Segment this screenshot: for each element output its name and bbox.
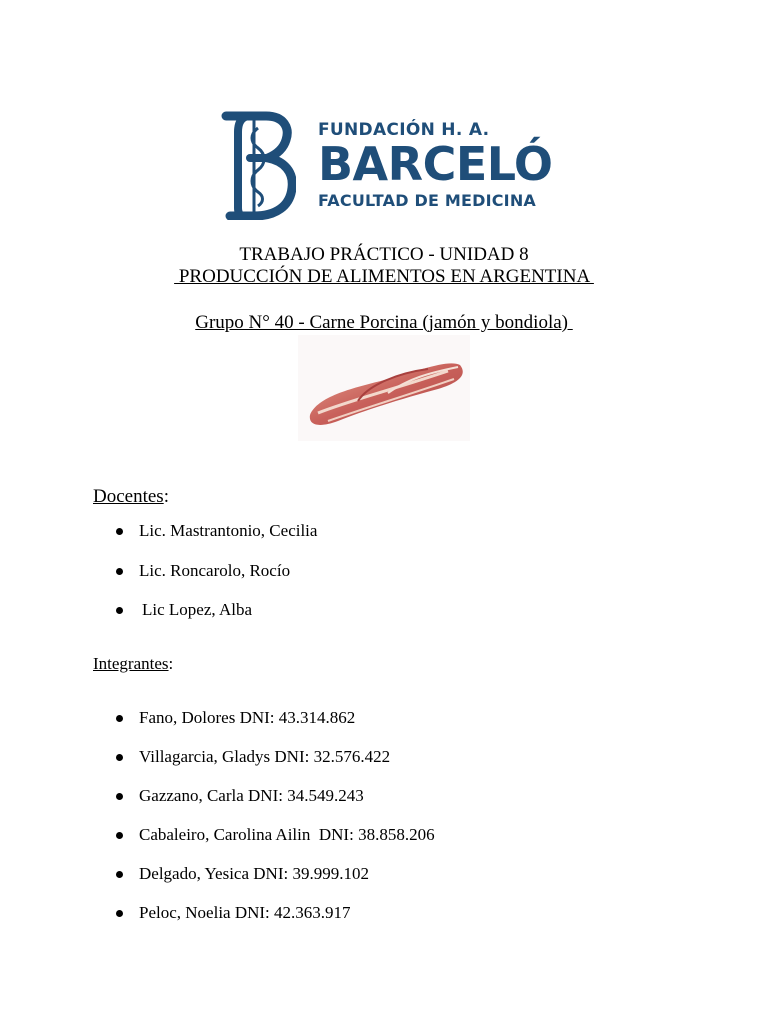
integrantes-label: Integrantes <box>93 654 169 673</box>
bullet-icon <box>116 568 123 575</box>
docente-item: Lic Lopez, Alba <box>142 600 252 619</box>
bullet-icon <box>116 793 123 800</box>
institution-logo <box>220 108 560 223</box>
title-line-2: PRODUCCIÓN DE ALIMENTOS EN ARGENTINA <box>174 266 594 287</box>
docentes-colon: : <box>163 486 169 507</box>
bullet-icon <box>116 910 123 917</box>
integrante-item: Gazzano, Carla DNI: 34.549.243 <box>139 786 364 805</box>
fb-monogram-icon <box>220 108 296 220</box>
docente-item: Lic. Roncarolo, Rocío <box>139 561 291 580</box>
bullet-icon <box>116 871 123 878</box>
integrante-item: Delgado, Yesica DNI: 39.999.102 <box>139 864 369 883</box>
bullet-icon <box>116 528 123 535</box>
logo-line-name: BARCELÓ <box>318 137 553 191</box>
bullet-icon <box>116 832 123 839</box>
integrante-item: Peloc, Noelia DNI: 42.363.917 <box>139 903 351 922</box>
integrante-item: Fano, Dolores DNI: 43.314.862 <box>139 708 356 727</box>
logo-line-foundation: FUNDACIÓN H. A. <box>318 120 490 140</box>
docentes-label: Docentes <box>93 486 164 507</box>
integrantes-colon: : <box>168 654 174 673</box>
bullet-icon <box>116 607 123 614</box>
bullet-icon <box>116 754 123 761</box>
integrantes-heading <box>93 654 173 674</box>
integrante-item: Villagarcia, Gladys DNI: 32.576.422 <box>139 747 391 766</box>
docente-item: Lic. Mastrantonio, Cecilia <box>139 521 318 540</box>
group-title: Grupo N° 40 - Carne Porcina (jamón y bondiola) <box>195 312 573 333</box>
bullet-icon <box>116 715 123 722</box>
sliced-ham-image <box>298 335 470 441</box>
docentes-heading <box>93 486 169 508</box>
title-line-1: TRABAJO PRÁCTICO - UNIDAD 8 <box>239 244 529 265</box>
logo-line-faculty: FACULTAD DE MEDICINA <box>318 191 536 210</box>
integrante-item: Cabaleiro, Carolina Ailin DNI: 38.858.206 <box>139 825 435 844</box>
